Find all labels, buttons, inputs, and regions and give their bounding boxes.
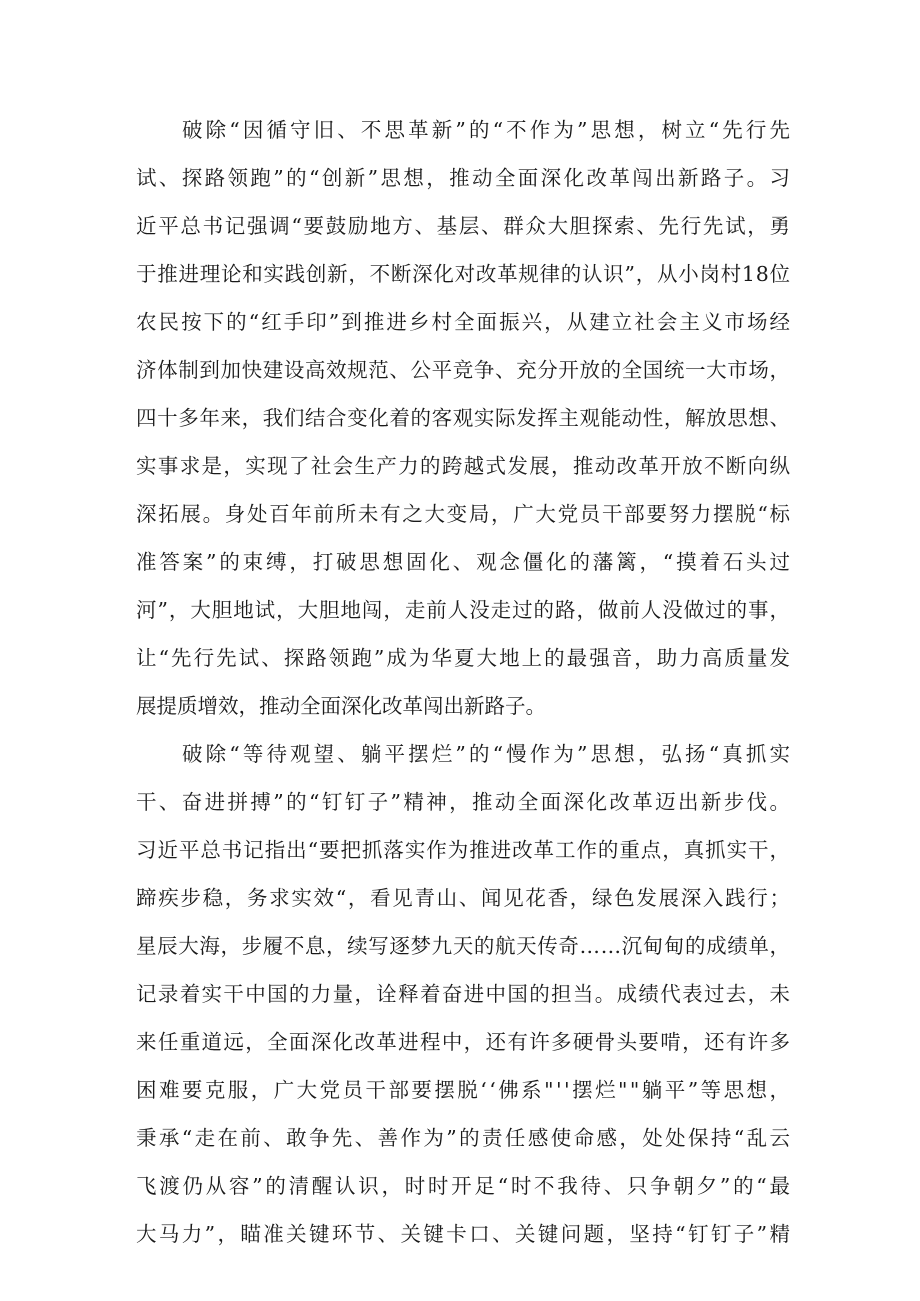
paragraph-line-last: 展提质增效，推动全面深化改革闯出新路子。	[136, 694, 546, 718]
paragraph-line: 飞渡仍从容”的清醒认识，时时开足“时不我待、只争朝夕”的“最	[136, 1174, 793, 1198]
paragraph-line: 秉承“走在前、敢争先、善作为”的责任感使命感，处处保持“乱云	[136, 1126, 793, 1150]
paragraph-line: 蹄疾步稳，务求实效“，看见青山、闻见花香，绿色发展深入践行；	[136, 886, 792, 910]
paragraph-line: 试、探路领跑”的“创新”思想，推动全面深化改革闯出新路子。习	[136, 166, 793, 190]
paragraph-line: 于推进理论和实践创新，不断深化对改革规律的认识”，从小岗村18位	[136, 262, 791, 286]
paragraph-line: 河”，大胆地试，大胆地闯，走前人没走过的路，做前人没做过的事，	[136, 598, 791, 622]
paragraph-line: 济体制到加快建设高效规范、公平竞争、充分开放的全国统一大市场，	[136, 358, 791, 382]
paragraph-line: 习近平总书记指出“要把抓落实作为推进改革工作的重点，真抓实干，	[136, 838, 791, 862]
paragraph-line: 实事求是，实现了社会生产力的跨越式发展，推动改革开放不断向纵	[136, 454, 792, 478]
paragraph-line: 破除“等待观望、躺平摆烂”的“慢作为”思想，弘扬“真抓实	[182, 742, 794, 766]
paragraph-line: 大马力”，瞄准关键环节、关键卡口、关键问题，坚持“钉钉子”精	[136, 1222, 793, 1246]
paragraph-line: 困难要克服，广大党员干部要摆脱‘‘佛系"''摆烂""躺平”等思想，	[136, 1078, 793, 1102]
paragraph-line: 让“先行先试、探路领跑”成为华夏大地上的最强音，助力高质量发	[136, 646, 793, 670]
paragraph-line: 近平总书记强调“要鼓励地方、基层、群众大胆探索、先行先试，勇	[136, 214, 792, 238]
paragraph-line: 准答案”的束缚，打破思想固化、观念僵化的藩篱，“摸着石头过	[136, 550, 793, 574]
paragraph-line: 来任重道远，全面深化改革进程中，还有许多硬骨头要啃，还有许多	[136, 1030, 792, 1054]
paragraph-line: 破除“因循守旧、不思革新”的“不作为”思想，树立“先行先	[182, 118, 794, 142]
paragraph-line: 干、奋进拼搏”的“钉钉子”精神，推动全面深化改革迈出新步伐。	[136, 790, 793, 814]
paragraph-line: 深拓展。身处百年前所未有之大变局，广大党员干部要努力摆脱“标	[136, 502, 792, 526]
paragraph-line: 农民按下的“红手印”到推进乡村全面振兴，从建立社会主义市场经	[136, 310, 793, 334]
paragraph-line: 四十多年来，我们结合变化着的客观实际发挥主观能动性，解放思想、	[136, 406, 791, 430]
paragraph-line: 星辰大海，步履不息，续写逐梦九天的航天传奇……沉甸甸的成绩单，	[136, 934, 791, 958]
paragraph-line: 记录着实干中国的力量，诠释着奋进中国的担当。成绩代表过去，未	[136, 982, 792, 1006]
